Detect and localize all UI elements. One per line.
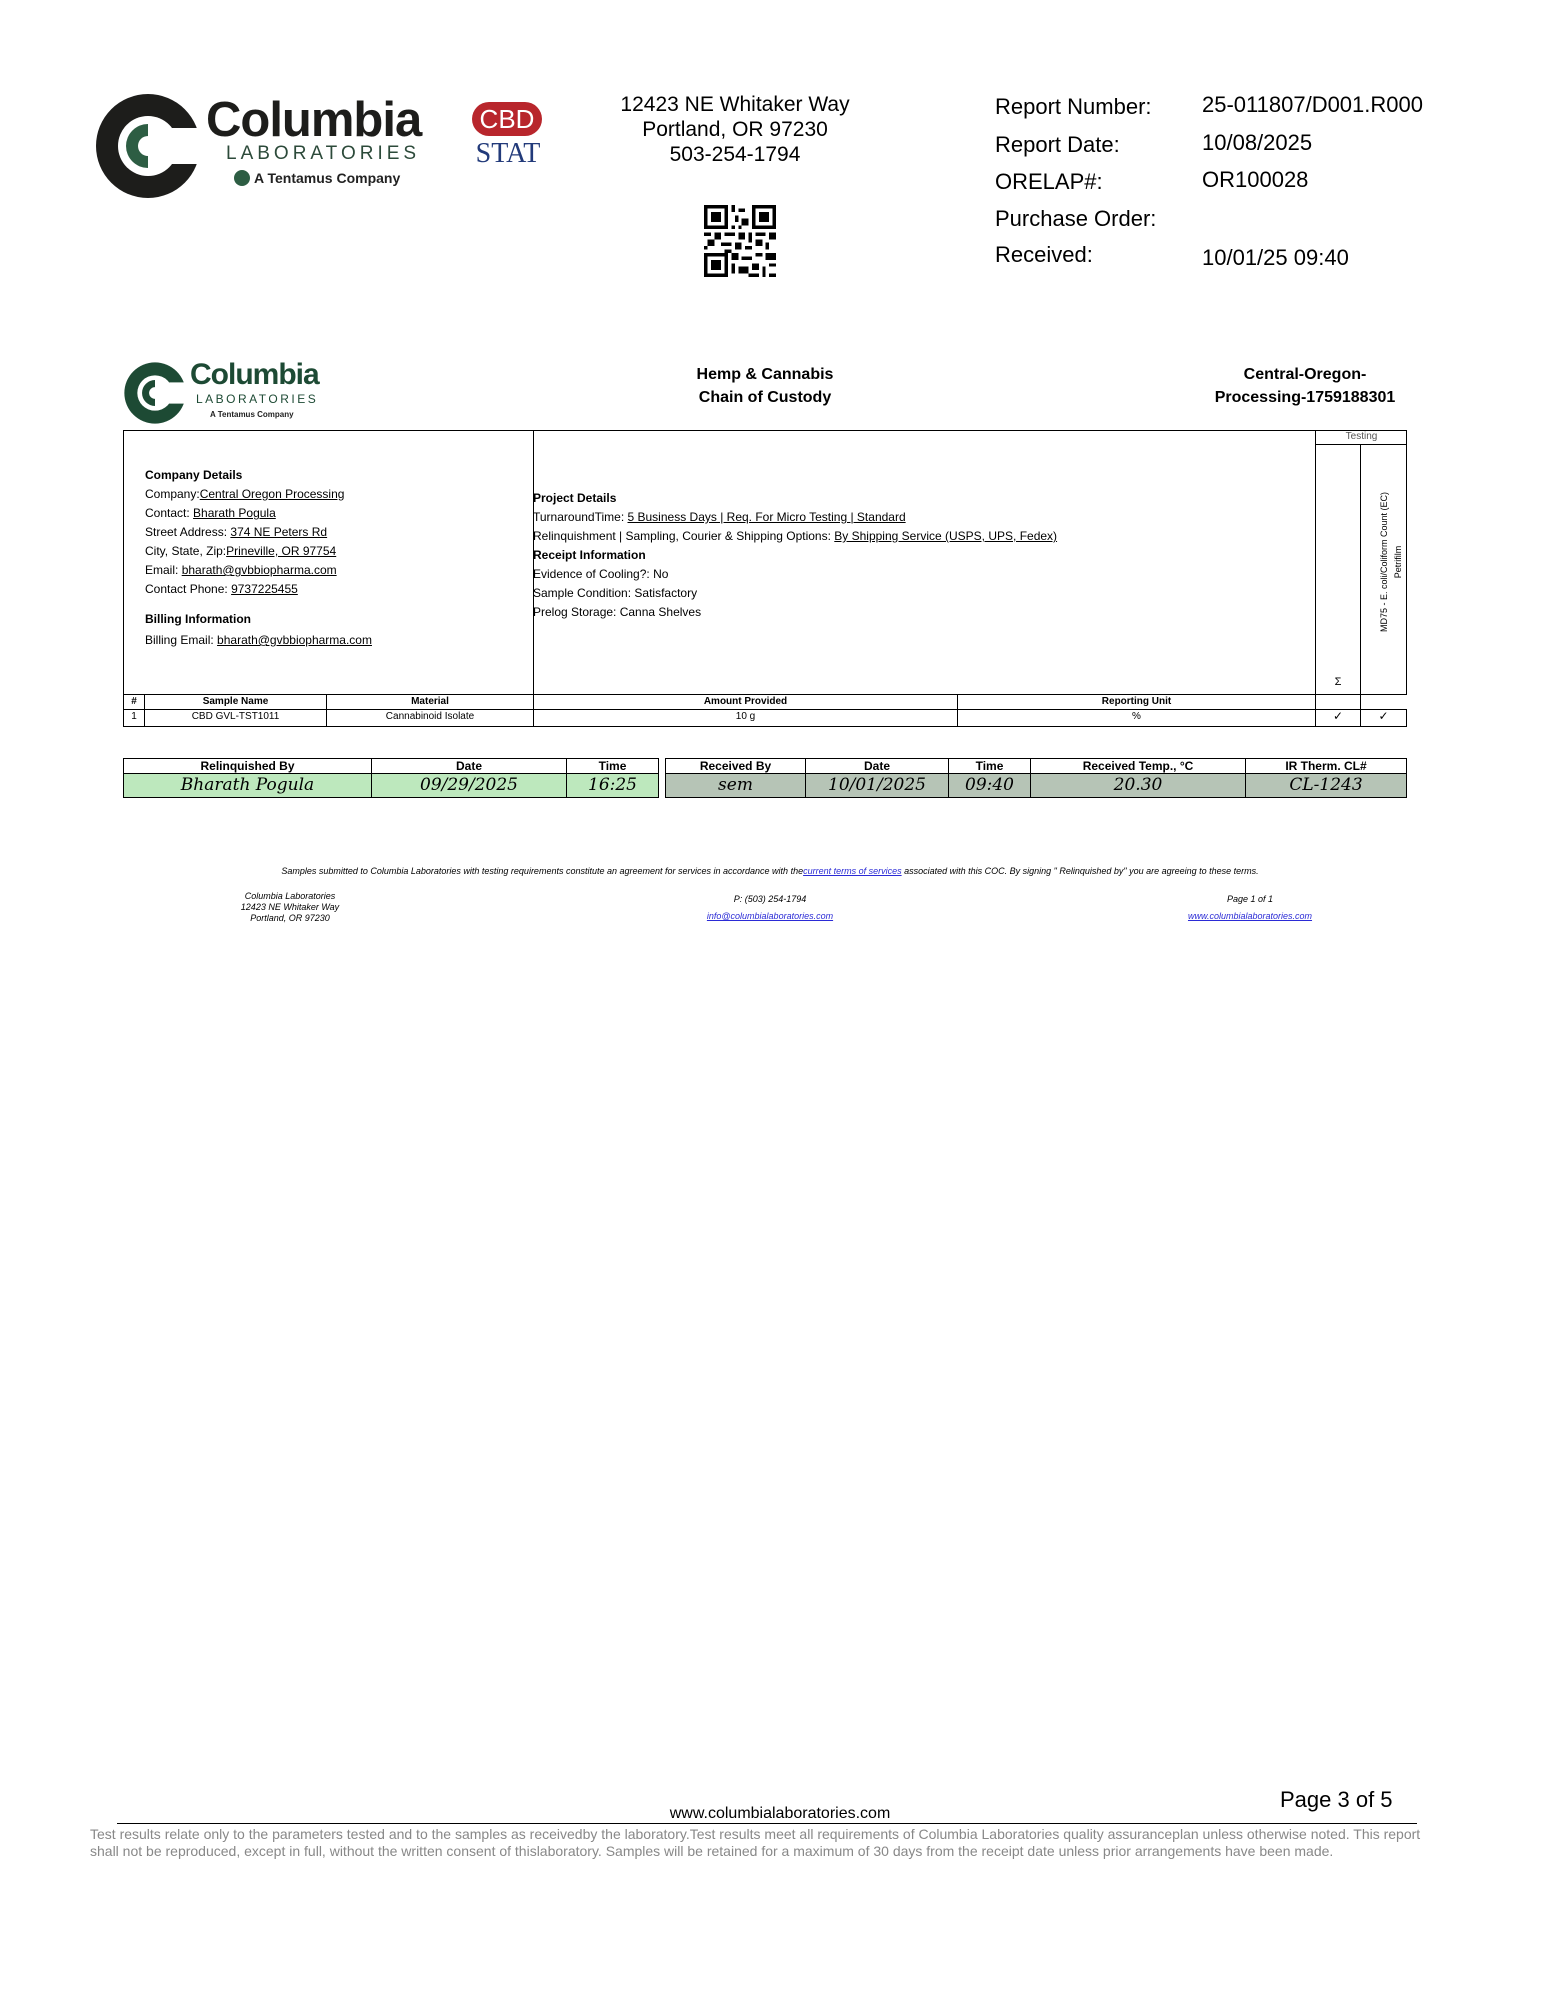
coc-contact: [680, 891, 860, 925]
logo-tagline: A Tentamus Company: [234, 170, 400, 186]
coc-logo-laboratories: LABORATORIES: [196, 392, 319, 406]
relinquished-by-header: Relinquished By: [123, 758, 372, 774]
city-row: [145, 542, 372, 561]
orelap-value: OR100028: [1202, 167, 1309, 192]
footer-divider: [117, 1823, 1417, 1824]
contact-label: Contact:: [145, 506, 190, 520]
check-icon: ✓: [1315, 709, 1361, 727]
billing-heading: Billing Information: [145, 612, 251, 626]
table-header-amount: Amount Provided: [533, 694, 958, 710]
contact-row: [145, 504, 372, 523]
email-label: Email:: [145, 563, 179, 577]
coc-email-link[interactable]: info@columbialaboratories.com: [706, 911, 834, 921]
relinquished-time-value: 16:25: [566, 773, 659, 798]
testing-divider-2: [1360, 445, 1361, 727]
table-row-num: 1: [123, 709, 145, 727]
footer-disclaimer: Test results relate only to the parameters tested and to the samples as receivedby the laboratory.Test results meet all requirements of Columbia Laboratories quality assuranceplan unless otherwise noted. This report shall not be reproduced, except in full, without the written consent of thislaboratory. Samples will be retained for a maximum of 30 days from the receipt date unless prior arrangements have been made.: [90, 1826, 1421, 1859]
cbd-badge: CBD: [472, 102, 542, 136]
lab-address: [560, 92, 910, 167]
relinquished-by-value: Bharath Pogula: [123, 773, 372, 798]
orelap-label: ORELAP#:: [995, 169, 1103, 194]
phone-value: 9737225455: [231, 582, 298, 596]
terms-link[interactable]: current terms of services: [803, 866, 902, 876]
coc-page: Page 1 of 1: [1226, 894, 1274, 904]
coc-phone: P: (503) 254-1794: [733, 894, 807, 904]
coc-logo-wordmark: Columbia: [190, 358, 319, 391]
received-by-value: sem: [665, 773, 806, 798]
report-number-value: 25-011807/D001.R000: [1202, 92, 1423, 117]
coc-lab-address: [220, 891, 360, 924]
coc-website-link[interactable]: www.columbialaboratories.com: [1187, 911, 1313, 921]
storage-row: Prelog Storage: Canna Shelves: [533, 605, 702, 619]
company-row: [145, 485, 372, 504]
purchase-order-label: Purchase Order:: [995, 206, 1157, 231]
company-details: [145, 466, 372, 650]
cooling-row: Evidence of Cooling?: No: [533, 567, 669, 581]
table-header-sample-name: Sample Name: [144, 694, 327, 710]
coc-lab-street: 12423 NE Whitaker Way: [240, 902, 340, 912]
tat-label: TurnaroundTime:: [533, 510, 625, 524]
table-header-material: Material: [326, 694, 534, 710]
email-value[interactable]: bharath@gvbbiopharma.com: [181, 563, 337, 577]
coc-lab-city: Portland, OR 97230: [250, 913, 330, 923]
contact-value: Bharath Pogula: [193, 506, 276, 520]
received-date-value: 10/01/2025: [805, 773, 949, 798]
table-row-amount: 10 g: [533, 709, 958, 727]
table-row-material: Cannabinoid Isolate: [326, 709, 534, 727]
report-date-value: 10/08/2025: [1202, 130, 1313, 155]
table-header-num: #: [123, 694, 145, 710]
city-value: Prineville, OR 97754: [226, 544, 337, 558]
columbia-logo: [92, 90, 432, 200]
relinquished-time-header: Time: [566, 758, 659, 774]
tat-value: 5 Business Days | Req. For Micro Testing | Standard: [627, 510, 906, 524]
stat-text: STAT: [475, 138, 541, 169]
report-date-label: Report Date:: [995, 132, 1120, 157]
address-line-1: 12423 NE Whitaker Way: [620, 93, 850, 116]
logo-laboratories: LABORATORIES: [226, 143, 421, 164]
city-label: City, State, Zip:: [145, 544, 227, 558]
billing-label: Billing Email:: [145, 633, 214, 647]
phone-label: Contact Phone:: [145, 582, 228, 596]
street-value: 374 NE Peters Rd: [230, 525, 328, 539]
columbia-c-icon: [92, 90, 204, 202]
tentamus-leaf-icon: [234, 170, 250, 186]
received-time-header: Time: [948, 758, 1031, 774]
received-temp-value: 20.30: [1030, 773, 1246, 798]
coc-columbia-logo: [122, 360, 352, 430]
address-line-3: 503-254-1794: [669, 143, 801, 166]
relinq-option-value: By Shipping Service (USPS, UPS, Fedex): [834, 529, 1058, 543]
relinq-option-label: Relinquishment | Sampling, Courier & Shipping Options:: [533, 529, 831, 543]
received-by-header: Received By: [665, 758, 806, 774]
received-temp-header: Received Temp., °C: [1030, 758, 1246, 774]
ir-therm-value: CL-1243: [1245, 773, 1407, 798]
coc-id-line-2: Processing-1759188301: [1214, 389, 1396, 406]
billing-row: [145, 631, 372, 650]
table-row-unit: %: [957, 709, 1316, 727]
receipt-heading: Receipt Information: [533, 548, 646, 562]
phone-row: [145, 580, 372, 599]
coc-id: [1200, 363, 1410, 409]
coc-columbia-c-icon: [122, 360, 188, 426]
table-row-sample-name: CBD GVL-TST1011: [144, 709, 327, 727]
billing-email-value[interactable]: bharath@gvbbiopharma.com: [217, 633, 372, 647]
qr-code-icon[interactable]: [704, 205, 776, 277]
coc-title-line-1: Hemp & Cannabis: [696, 366, 834, 383]
report-number-label: Report Number:: [995, 94, 1152, 119]
test-col-md75: MD75 - E. coli/Coliform Count (EC) Petrifilm: [1379, 491, 1403, 633]
project-details-heading: Project Details: [533, 491, 617, 505]
email-row: [145, 561, 372, 580]
footer-website[interactable]: www.columbialaboratories.com: [669, 1805, 891, 1822]
ir-therm-header: IR Therm. CL#: [1245, 758, 1407, 774]
relinquished-date-value: 09/29/2025: [371, 773, 567, 798]
street-row: [145, 523, 372, 542]
coc-id-line-1: Central-Oregon-: [1243, 366, 1367, 383]
received-date-header: Date: [805, 758, 949, 774]
coc-title: [660, 363, 870, 409]
coc-title-line-2: Chain of Custody: [698, 389, 832, 406]
agreement-text: Samples submitted to Columbia Laboratories with testing requirements constitute an agreement for services in accordance with the: [281, 866, 804, 876]
testing-header-line: [1315, 444, 1407, 445]
project-details: [533, 489, 1057, 622]
relinquished-date-header: Date: [371, 758, 567, 774]
logo-wordmark: Columbia: [206, 93, 422, 147]
received-label: Received:: [995, 242, 1093, 267]
testing-label: Testing: [1345, 431, 1378, 442]
company-details-heading: Company Details: [145, 468, 243, 482]
test-col-sigma: Σ: [1334, 676, 1342, 688]
agreement-text-end: associated with this COC. By signing " Relinquished by" you are agreeing to these terms.: [901, 866, 1259, 876]
address-line-2: Portland, OR 97230: [642, 118, 828, 141]
coc-logo-tagline: A Tentamus Company: [210, 410, 294, 419]
coc-agreement: [150, 866, 1390, 876]
coc-page-info: [1160, 891, 1340, 925]
tat-row: [533, 508, 1057, 527]
street-label: Street Address:: [145, 525, 228, 539]
received-time-value: 09:40: [948, 773, 1031, 798]
page-number: Page 3 of 5: [1280, 1787, 1393, 1812]
company-label: Company:: [145, 487, 200, 501]
coc-lab-name: Columbia Laboratories: [244, 891, 336, 901]
cbd-stat-logo: [470, 102, 546, 182]
condition-row: Sample Condition: Satisfactory: [533, 586, 698, 600]
company-value: Central Oregon Processing: [199, 487, 345, 501]
relinq-option-row: [533, 527, 1057, 546]
check-icon: ✓: [1360, 709, 1407, 727]
received-value: 10/01/25 09:40: [1202, 245, 1349, 270]
table-header-unit: Reporting Unit: [957, 694, 1316, 710]
